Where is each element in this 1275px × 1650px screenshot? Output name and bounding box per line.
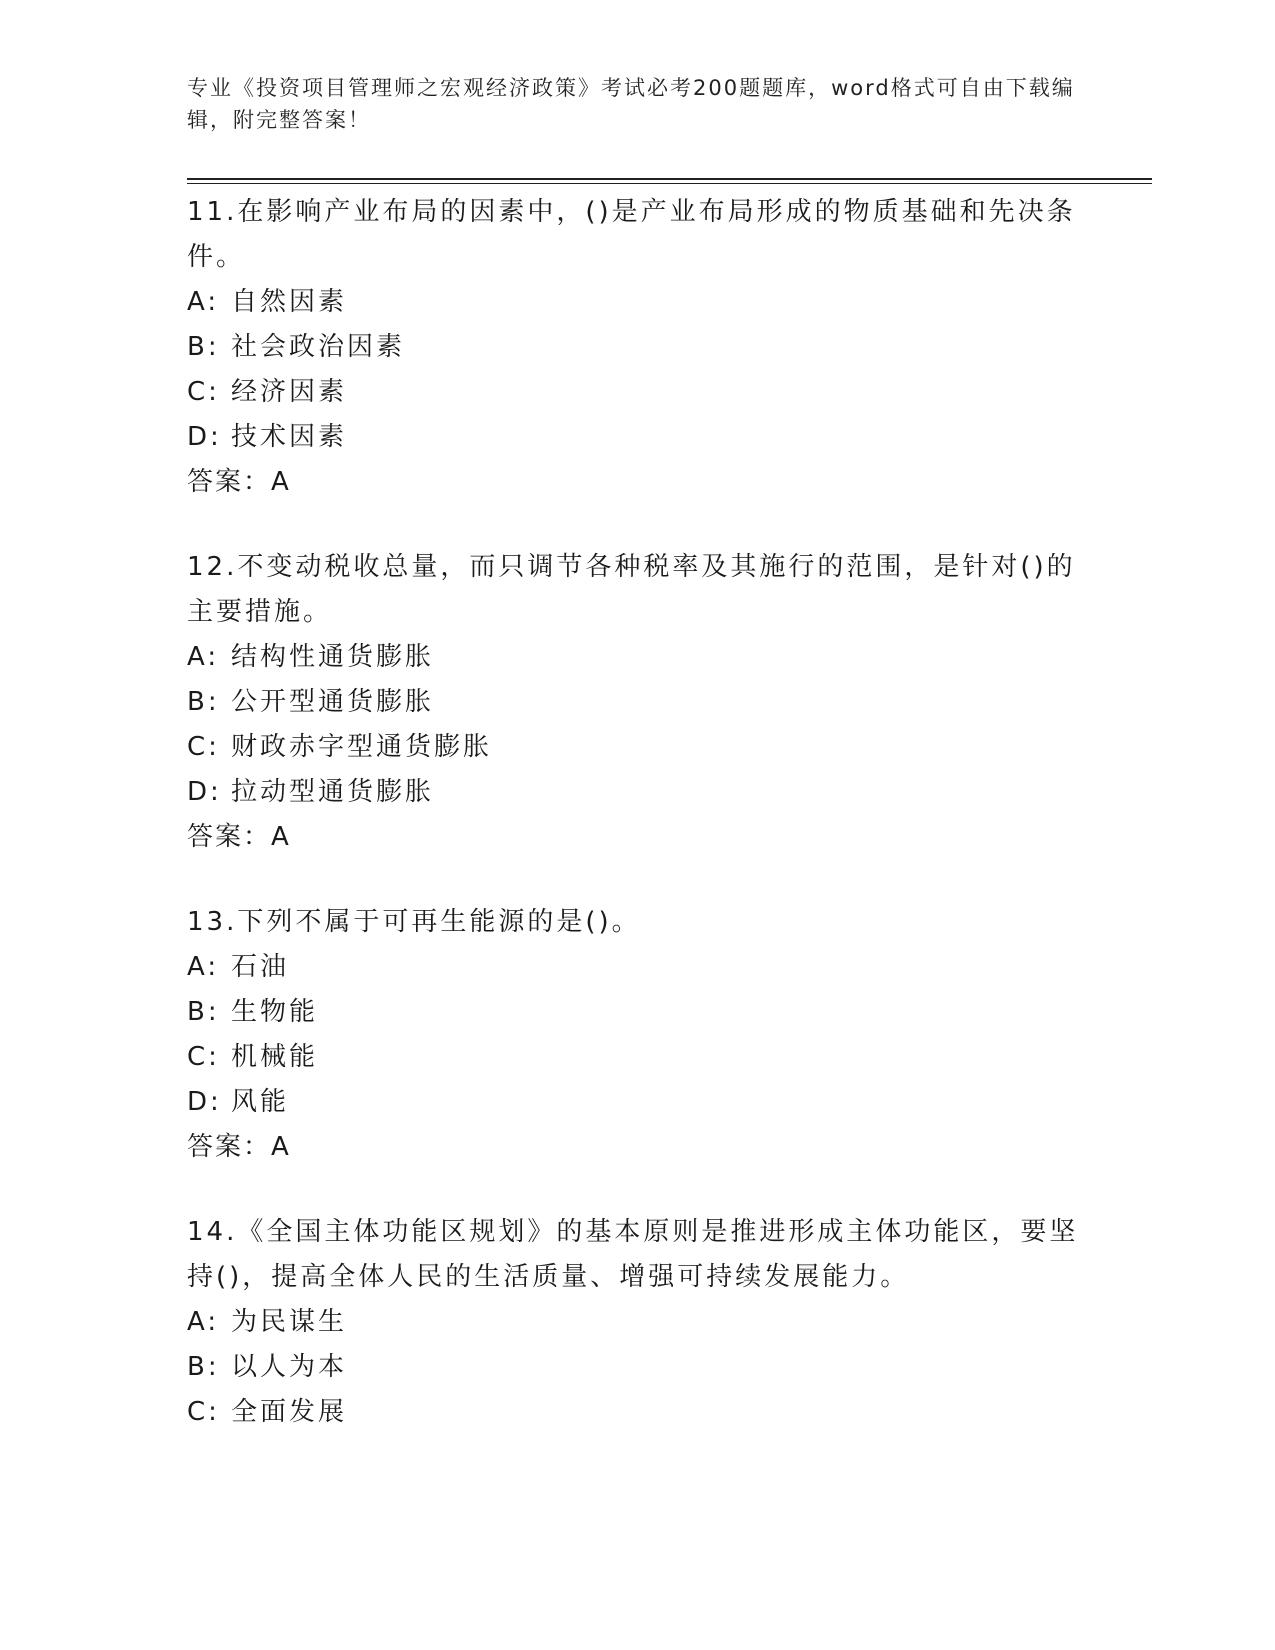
option-label: 拉动型通货膨胀	[231, 777, 435, 807]
option-key: A:	[187, 1307, 220, 1337]
option-key: C:	[187, 377, 220, 407]
answer-line: 答案：A	[187, 1132, 291, 1162]
option-d	[187, 770, 1087, 815]
option-key: B:	[187, 332, 220, 362]
option-key: C:	[187, 732, 220, 762]
option-key: C:	[187, 1397, 220, 1427]
option-label: 社会政治因素	[231, 332, 406, 362]
option-b	[187, 1345, 1087, 1390]
option-b	[187, 325, 1087, 370]
question-text: 14.《全国主体功能区规划》的基本原则是推进形成主体功能区，要坚持()，提高全体人民的生活质量、增强可持续发展能力。	[187, 1217, 1079, 1292]
option-d	[187, 1080, 1087, 1125]
option-label: 为民谋生	[231, 1307, 348, 1337]
option-b	[187, 990, 1087, 1035]
option-label: 结构性通货膨胀	[231, 642, 435, 672]
option-label: 公开型通货膨胀	[231, 687, 435, 717]
option-a	[187, 635, 1087, 680]
answer-line: 答案：A	[187, 822, 291, 852]
option-key: B:	[187, 1352, 220, 1382]
option-label: 经济因素	[231, 377, 348, 407]
document-header: 专业《投资项目管理师之宏观经济政策》考试必考200题题库，word格式可自由下载编辑，附完整答案！	[187, 76, 1075, 132]
option-b	[187, 680, 1087, 725]
option-label: 石油	[231, 952, 290, 982]
option-label: 技术因素	[231, 422, 348, 452]
option-a	[187, 280, 1087, 325]
question-14	[187, 1210, 1087, 1435]
option-c	[187, 1390, 1087, 1435]
option-c	[187, 370, 1087, 415]
header-divider-thin	[187, 183, 1152, 184]
option-label: 财政赤字型通货膨胀	[231, 732, 493, 762]
option-key: D:	[187, 1087, 222, 1117]
option-label: 全面发展	[231, 1397, 348, 1427]
option-c	[187, 1035, 1087, 1080]
option-key: A:	[187, 287, 220, 317]
question-text: 12.不变动税收总量，而只调节各种税率及其施行的范围，是针对()的主要措施。	[187, 552, 1076, 627]
option-key: D:	[187, 777, 222, 807]
option-label: 风能	[231, 1087, 290, 1117]
option-key: D:	[187, 422, 222, 452]
option-d	[187, 415, 1087, 460]
option-a	[187, 945, 1087, 990]
option-label: 机械能	[231, 1042, 319, 1072]
option-c	[187, 725, 1087, 770]
question-text: 13.下列不属于可再生能源的是()。	[187, 907, 641, 937]
option-label: 生物能	[231, 997, 319, 1027]
answer-line: 答案：A	[187, 467, 291, 497]
question-11	[187, 190, 1087, 505]
question-text: 11.在影响产业布局的因素中，()是产业布局形成的物质基础和先决条件。	[187, 197, 1076, 272]
option-a	[187, 1300, 1087, 1345]
question-list	[187, 190, 1087, 1475]
question-12	[187, 545, 1087, 860]
question-13	[187, 900, 1087, 1170]
option-label: 以人为本	[231, 1352, 348, 1382]
option-label: 自然因素	[231, 287, 348, 317]
header-divider-thick	[187, 178, 1152, 180]
option-key: B:	[187, 687, 220, 717]
option-key: C:	[187, 1042, 220, 1072]
option-key: B:	[187, 997, 220, 1027]
option-key: A:	[187, 952, 220, 982]
option-key: A:	[187, 642, 220, 672]
